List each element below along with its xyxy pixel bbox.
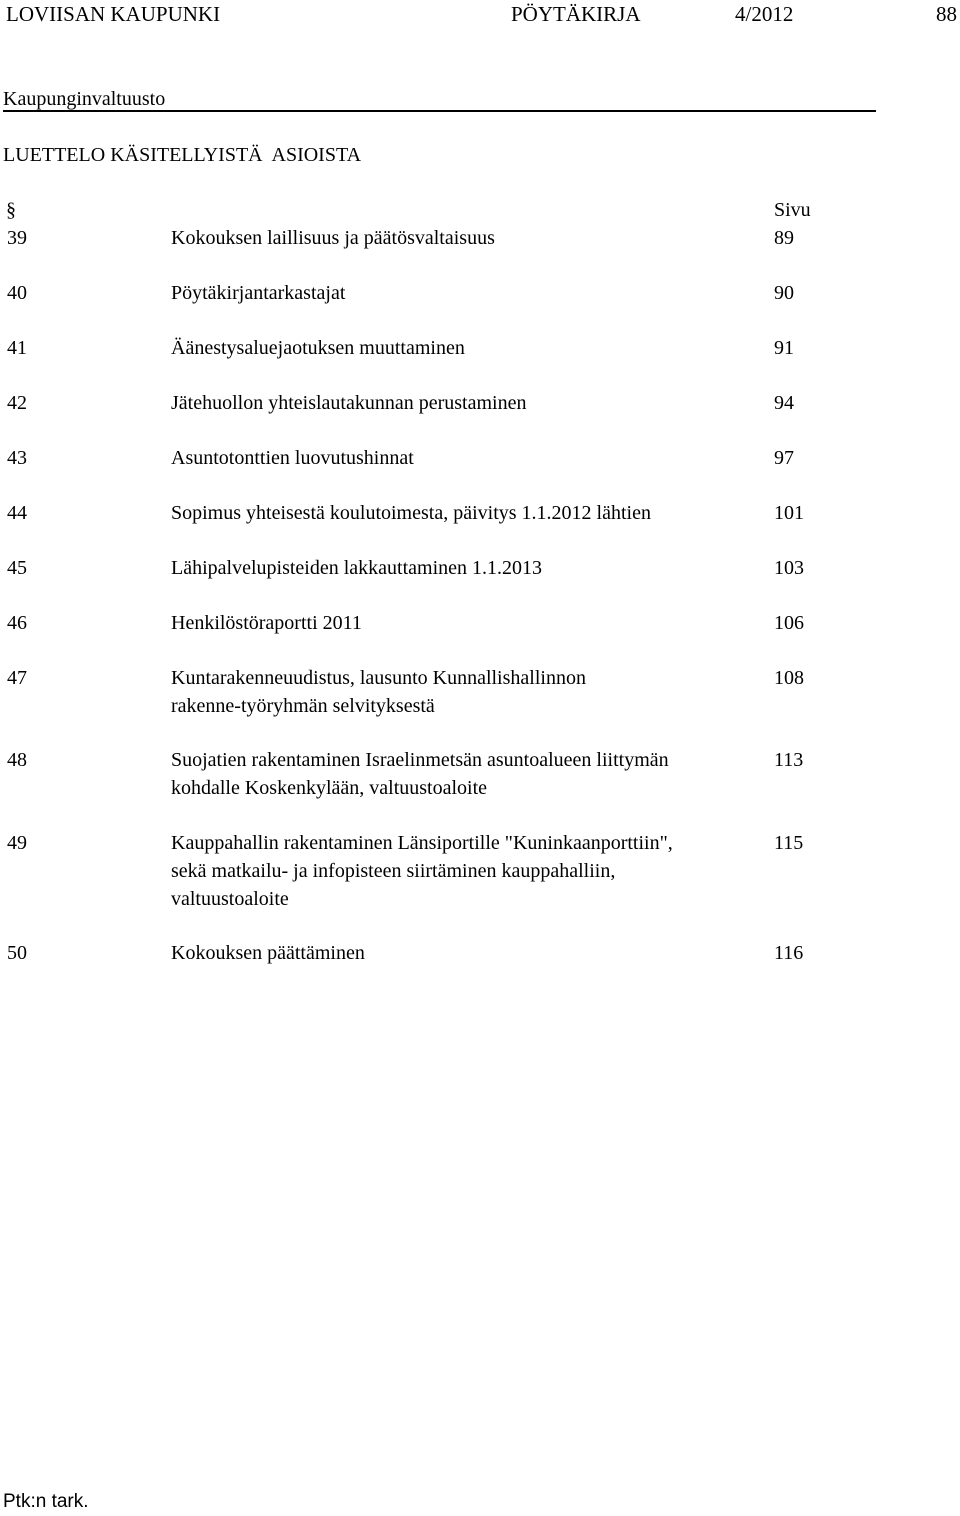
item-title — [171, 554, 771, 582]
item-page: 97 — [774, 447, 794, 469]
item-title-line: Äänestysaluejaotuksen muuttaminen — [171, 337, 465, 359]
item-page: 113 — [774, 749, 804, 771]
section-symbol: § — [6, 199, 16, 221]
item-title — [171, 609, 771, 637]
item-number: 44 — [7, 502, 27, 524]
page-number: 88 — [936, 2, 957, 26]
item-page: 116 — [774, 942, 804, 964]
organization-name: LOVIISAN KAUPUNKI — [6, 2, 221, 26]
item-page: 91 — [774, 337, 794, 359]
item-title-line: valtuustoaloite — [171, 888, 289, 910]
item-title-line: Sopimus yhteisestä koulutoimesta, päivitys 1.1.2012 lähtien — [171, 502, 651, 524]
item-page: 103 — [774, 557, 804, 579]
item-title-line: Lähipalvelupisteiden lakkauttaminen 1.1.2013 — [171, 557, 543, 579]
item-title — [171, 829, 771, 913]
item-title-line: Pöytäkirjantarkastajat — [171, 282, 346, 304]
item-title-line: sekä matkailu- ja infopisteen siirtäminen kauppahalliin, — [171, 860, 616, 882]
item-title-line: Asuntotonttien luovutushinnat — [171, 447, 414, 469]
document-type: PÖYTÄKIRJA — [511, 2, 641, 26]
item-number: 41 — [7, 337, 27, 359]
item-page: 108 — [774, 667, 804, 689]
item-number: 46 — [7, 612, 27, 634]
item-title-line: Kuntarakenneuudistus, lausunto Kunnallishallinnon — [171, 667, 586, 689]
item-page: 90 — [774, 282, 794, 304]
item-title — [171, 444, 771, 472]
item-title-line: Henkilöstöraportti 2011 — [171, 612, 362, 634]
item-page: 94 — [774, 392, 794, 414]
item-number: 47 — [7, 667, 27, 689]
body-name: Kaupunginvaltuusto — [3, 88, 166, 110]
item-title — [171, 279, 771, 307]
item-title-line: Kauppahallin rakentaminen Länsiportille "Kuninkaanporttiin", — [171, 832, 673, 854]
item-title — [171, 746, 771, 802]
item-number: 50 — [7, 942, 27, 964]
header-divider — [3, 110, 876, 112]
document-number: 4/2012 — [735, 2, 794, 26]
item-title-line: Kokouksen laillisuus ja päätösvaltaisuus — [171, 227, 495, 249]
item-number: 49 — [7, 832, 27, 854]
item-title — [171, 334, 771, 362]
item-number: 42 — [7, 392, 27, 414]
item-title-line: Kokouksen päättäminen — [171, 942, 365, 964]
item-title — [171, 939, 771, 967]
item-title-line: kohdalle Koskenkylään, valtuustoaloite — [171, 777, 488, 799]
item-number: 39 — [7, 227, 27, 249]
item-title — [171, 664, 771, 720]
item-title-line: Suojatien rakentaminen Israelinmetsän asuntoalueen liittymän — [171, 749, 669, 771]
item-page: 89 — [774, 227, 794, 249]
item-page: 115 — [774, 832, 804, 854]
item-page: 106 — [774, 612, 804, 634]
item-number: 43 — [7, 447, 27, 469]
page-column-label: Sivu — [774, 199, 811, 221]
item-number: 40 — [7, 282, 27, 304]
item-title — [171, 499, 771, 527]
item-title — [171, 389, 771, 417]
item-page: 101 — [774, 502, 804, 524]
item-number: 45 — [7, 557, 27, 579]
footer-note: Ptk:n tark. — [3, 1491, 89, 1512]
item-title — [171, 224, 771, 252]
list-title: LUETTELO KÄSITELLYISTÄ ASIOISTA — [3, 144, 362, 166]
item-title-line: rakenne-työryhmän selvityksestä — [171, 695, 435, 717]
item-number: 48 — [7, 749, 27, 771]
item-title-line: Jätehuollon yhteislautakunnan perustaminen — [171, 392, 527, 414]
